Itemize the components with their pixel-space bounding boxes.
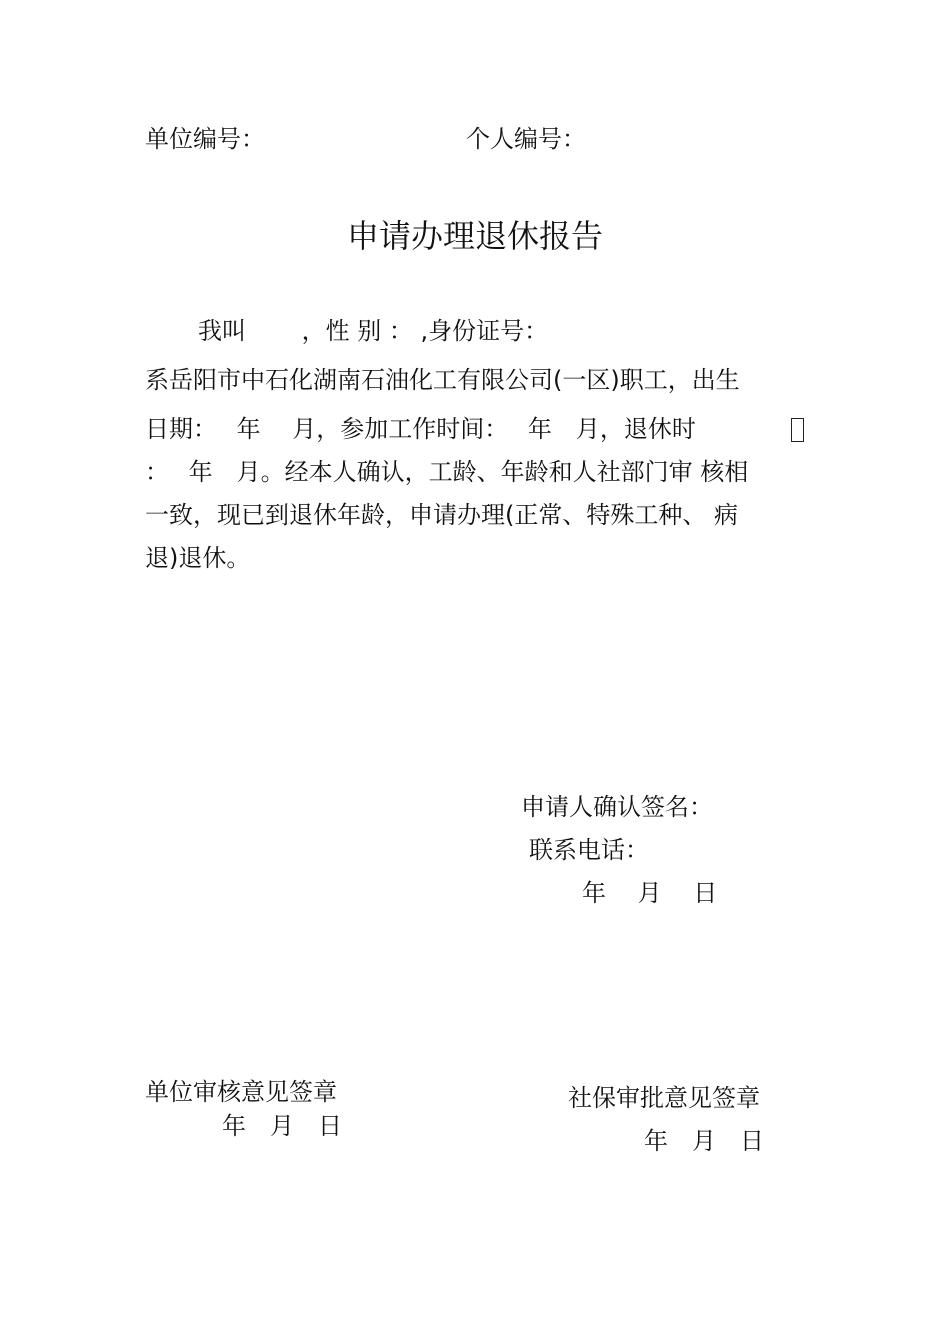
unit-number-label: 单位编号：	[145, 125, 265, 153]
personal-number-label: 个人编号：	[466, 125, 586, 153]
body-line-1: 我叫 ，性 别 ： ,身份证号：	[198, 317, 549, 345]
applicant-signature-label: 申请人确认签名：	[521, 793, 713, 821]
body-line-5: 一致，现已到退休年龄，申请办理(正常、特殊工种、 病	[145, 501, 738, 529]
document-title: 申请办理退休报告	[346, 217, 603, 255]
social-security-review-date: 年 月 日	[644, 1127, 764, 1155]
body-line-4: ： 年 月。经本人确认，工龄、年龄和人社部门审 核相	[145, 458, 749, 486]
social-security-review-label: 社保审批意见签章	[568, 1084, 760, 1112]
body-line-3: 日期： 年 月，参加工作时间： 年 月，退休时	[145, 415, 696, 443]
applicant-date: 年 月 日	[582, 879, 718, 907]
applicant-phone-label: 联系电话：	[529, 836, 649, 864]
unit-review-label: 单位审核意见签章	[145, 1078, 337, 1106]
body-line-6: 退)退休。	[145, 544, 251, 572]
missing-glyph-box	[791, 418, 804, 442]
unit-review-date: 年 月 日	[222, 1112, 342, 1140]
body-line-2: 系岳阳市中石化湖南石油化工有限公司(一区)职工，出生	[145, 366, 740, 394]
